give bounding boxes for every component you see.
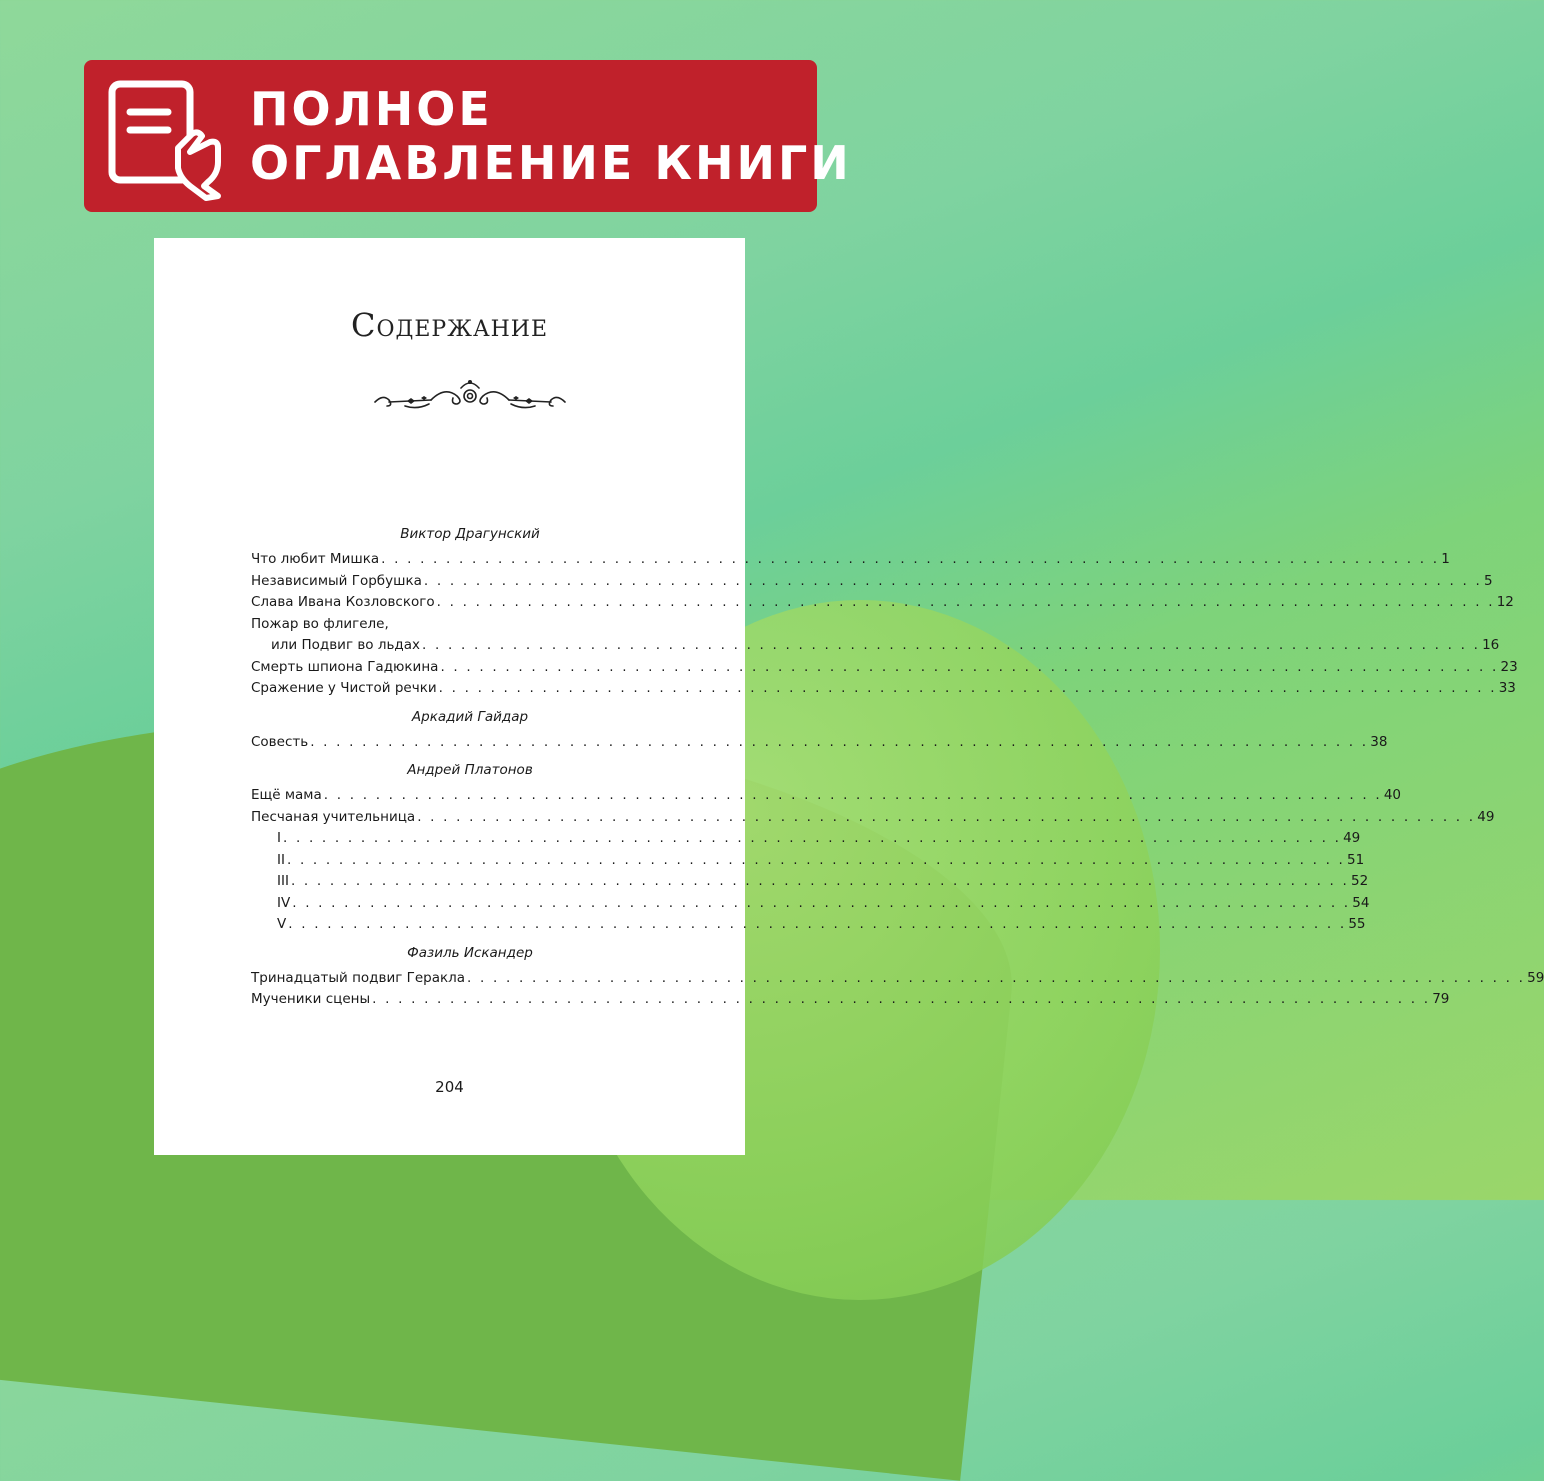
banner-line-2: ОГЛАВЛЕНИЕ КНИГИ [250,136,852,190]
toc-entry-title: I [277,830,281,846]
toc-entry-title: II [277,851,285,868]
leader-dots: . . . . . . . . . . . . . . . . . . . . . . . . . . . . . . . . . . . . . . . . . . . . . . . . . . . . . . . . . . . . . . . . . . . . . . . . . . . . . . . . . . [323,787,1382,803]
author-heading: Андрей Платонов [407,762,533,778]
toc-entry-page: 49 [1477,808,1495,825]
leader-dots: . . . . . . . . . . . . . . . . . . . . . . . . . . . . . . . . . . . . . . . . . . . . . . . . . . . . . . . . . . . . . . . . . . . . . . . . . . . . . . . . . . [282,830,1342,846]
toc-entry-title: Ещё мама [251,787,322,803]
toc-entry-title: V [277,916,287,932]
toc-entry-page: 54 [1352,894,1370,911]
toc-entry[interactable] [251,635,1500,657]
toc-entry-page: 5 [1483,572,1493,589]
toc-entry-page: 79 [1432,991,1450,1007]
leader-dots: . . . . . . . . . . . . . . . . . . . . . . . . . . . . . . . . . . . . . . . . . . . . . . . . . . . . . . . . . . . . . . . . . . . . . . . . . . . . . . . . . . [436,594,1495,610]
toc-entry-page: 16 [1482,637,1500,653]
toc-entry-page: 23 [1500,658,1518,675]
toc-entry-page: 49 [1343,830,1361,846]
leader-dots: . . . . . . . . . . . . . . . . . . . . . . . . . . . . . . . . . . . . . . . . . . . . . . . . . . . . . . . . . . . . . . . . . . . . . . . . . . . . . . . . . . [422,637,1481,653]
toc-entry-title: Что любит Мишка [251,551,380,567]
table-of-contents [251,523,1544,1011]
toc-entry-title: Мученики сцены [251,991,371,1007]
toc-entry-title: Песчаная учительница [251,808,416,825]
toc-entry-page: 55 [1348,916,1366,932]
toc-entry[interactable] [251,989,1450,1011]
book-page [154,238,1544,1155]
toc-entry[interactable] [251,732,1388,754]
leader-dots: . . . . . . . . . . . . . . . . . . . . . . . . . . . . . . . . . . . . . . . . . . . . . . . . . . . . . . . . . . . . . . . . . . . . . . . . . . . . . . . . . . [286,851,1346,868]
toc-entry[interactable] [251,678,1516,700]
toc-entry-page: 12 [1496,594,1514,610]
leader-dots: . . . . . . . . . . . . . . . . . . . . . . . . . . . . . . . . . . . . . . . . . . . . . . . . . . . . . . . . . . . . . . . . . . . . . . . . . . . . . . . . . . [423,572,1482,589]
page-number: 204 [435,1078,464,1096]
leader-dots: . . . . . . . . . . . . . . . . . . . . . . . . . . . . . . . . . . . . . . . . . . . . . . . . . . . . . . . . . . . . . . . . . . . . . . . . . . . . . . . . . . [292,894,1351,911]
leader-dots: . . . . . . . . . . . . . . . . . . . . . . . . . . . . . . . . . . . . . . . . . . . . . . . . . . . . . . . . . . . . . . . . . . . . . . . . . . . . . . . . . . [372,991,1431,1007]
toc-entry[interactable] [251,914,1366,936]
leader-dots: . . . . . . . . . . . . . . . . . . . . . . . . . . . . . . . . . . . . . . . . . . . . . . . . . . . . . . . . . . . . . . . . . . . . . . . . . . . . . . . . . . [440,658,1499,675]
document-hand-icon [106,78,226,198]
leader-dots: . . . . . . . . . . . . . . . . . . . . . . . . . . . . . . . . . . . . . . . . . . . . . . . . . . . . . . . . . . . . . . . . . . . . . . . . . . . . . . . . . . [467,969,1526,986]
banner-heading [250,82,852,190]
author-heading: Фазиль Искандер [407,944,533,961]
leader-dots: . . . . . . . . . . . . . . . . . . . . . . . . . . . . . . . . . . . . . . . . . . . . . . . . . . . . . . . . . . . . . . . . . . . . . . . . . . . . . . . . . . [417,808,1476,825]
leader-dots: . . . . . . . . . . . . . . . . . . . . . . . . . . . . . . . . . . . . . . . . . . . . . . . . . . . . . . . . . . . . . . . . . . . . . . . . . . . . . . . . . . [310,733,1369,750]
toc-entry[interactable] [251,785,1402,807]
toc-entry-title: Независимый Горбушка [251,572,422,589]
toc-entry[interactable] [251,807,1495,829]
leader-dots: . . . . . . . . . . . . . . . . . . . . . . . . . . . . . . . . . . . . . . . . . . . . . . . . . . . . . . . . . . . . . . . . . . . . . . . . . . . . . . . . . . [438,680,1497,696]
toc-entry[interactable] [251,828,1361,850]
toc-entry-page: 51 [1347,851,1365,868]
toc-entry[interactable] [251,968,1544,990]
toc-entry-title: Слава Ивана Козловского [251,594,435,610]
toc-entry-page: 40 [1383,787,1402,803]
toc-entry-title: или Подвиг во льдах [271,637,421,653]
toc-entry[interactable] [251,571,1493,593]
toc-entry-title: Смерть шпиона Гадюкина [251,658,439,675]
toc-entry[interactable] [251,549,1450,571]
toc-entry-page: 52 [1351,873,1369,889]
toc-entry-title: Тринадцатый подвиг Геракла [251,969,466,986]
toc-entry[interactable] [251,614,689,636]
toc-entry-title: III [277,873,289,889]
toc-entry[interactable] [251,871,1369,893]
page-title: Содержание [350,306,549,344]
leader-dots: . . . . . . . . . . . . . . . . . . . . . . . . . . . . . . . . . . . . . . . . . . . . . . . . . . . . . . . . . . . . . . . . . . . . . . . . . . . . . . . . . . [288,916,1347,932]
toc-entry-title: Совесть [251,733,309,750]
banner-line-1: ПОЛНОЕ [250,82,493,136]
toc-entry-title: Пожар во флигеле, [251,615,389,632]
toc-entry[interactable] [251,657,1518,679]
ornament-divider-icon [365,376,575,416]
toc-entry[interactable] [251,850,1365,872]
toc-entry[interactable] [251,592,1514,614]
toc-entry-page: 1 [1441,551,1450,567]
toc-entry-title: IV [277,894,291,911]
author-heading: Аркадий Гайдар [411,708,529,725]
toc-entry-title: Сражение у Чистой речки [251,680,437,696]
leader-dots: . . . . . . . . . . . . . . . . . . . . . . . . . . . . . . . . . . . . . . . . . . . . . . . . . . . . . . . . . . . . . . . . . . . . . . . . . . . . . . . . . . [290,873,1350,889]
author-heading: Виктор Драгунский [400,526,540,542]
header-banner [84,60,852,212]
toc-entry[interactable] [251,893,1370,915]
toc-entry-page: 59 [1527,969,1544,986]
toc-entry-page: 33 [1498,680,1516,696]
leader-dots: . . . . . . . . . . . . . . . . . . . . . . . . . . . . . . . . . . . . . . . . . . . . . . . . . . . . . . . . . . . . . . . . . . . . . . . . . . . . . . . . . . [381,551,1440,567]
toc-entry-page: 38 [1370,733,1388,750]
